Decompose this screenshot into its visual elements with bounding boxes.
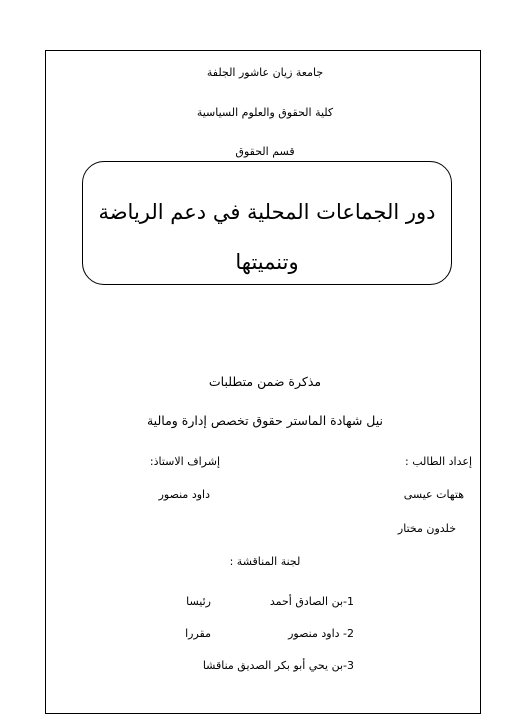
department-name: قسم الحقوق — [235, 145, 295, 158]
memo-statement: مذكرة ضمن متطلبات — [208, 374, 322, 389]
committee-role-2: مقررا — [185, 627, 211, 640]
committee-member-2: 2- داود منصور — [288, 627, 354, 640]
committee-role-1: رئيسا — [186, 595, 211, 608]
thesis-title-line-2: وتنميتها — [235, 250, 299, 274]
committee-member-1: 1-بن الصادق أحمد — [269, 595, 354, 608]
student-name-1: هتهات عيسى — [403, 488, 464, 501]
committee-label: لجنة المناقشة : — [229, 555, 301, 568]
students-label: إعداد الطالب : — [405, 455, 472, 468]
supervisor-name: داود منصور — [158, 488, 210, 501]
faculty-name: كلية الحقوق والعلوم السياسية — [196, 106, 334, 119]
title-box — [82, 161, 452, 285]
university-name: جامعة زيان عاشور الجلفة — [206, 66, 324, 79]
supervisor-label: إشراف الاستاذ: — [149, 455, 220, 468]
committee-member-3: 3-بن يحي أبو بكر الصديق مناقشا — [202, 659, 354, 672]
thesis-title-line-1: دور الجماعات المحلية في دعم الرياضة — [98, 200, 436, 224]
student-name-2: خلدون مختار — [397, 522, 456, 535]
degree-statement: نيل شهادة الماستر حقوق تخصص إدارة ومالية — [146, 413, 383, 428]
